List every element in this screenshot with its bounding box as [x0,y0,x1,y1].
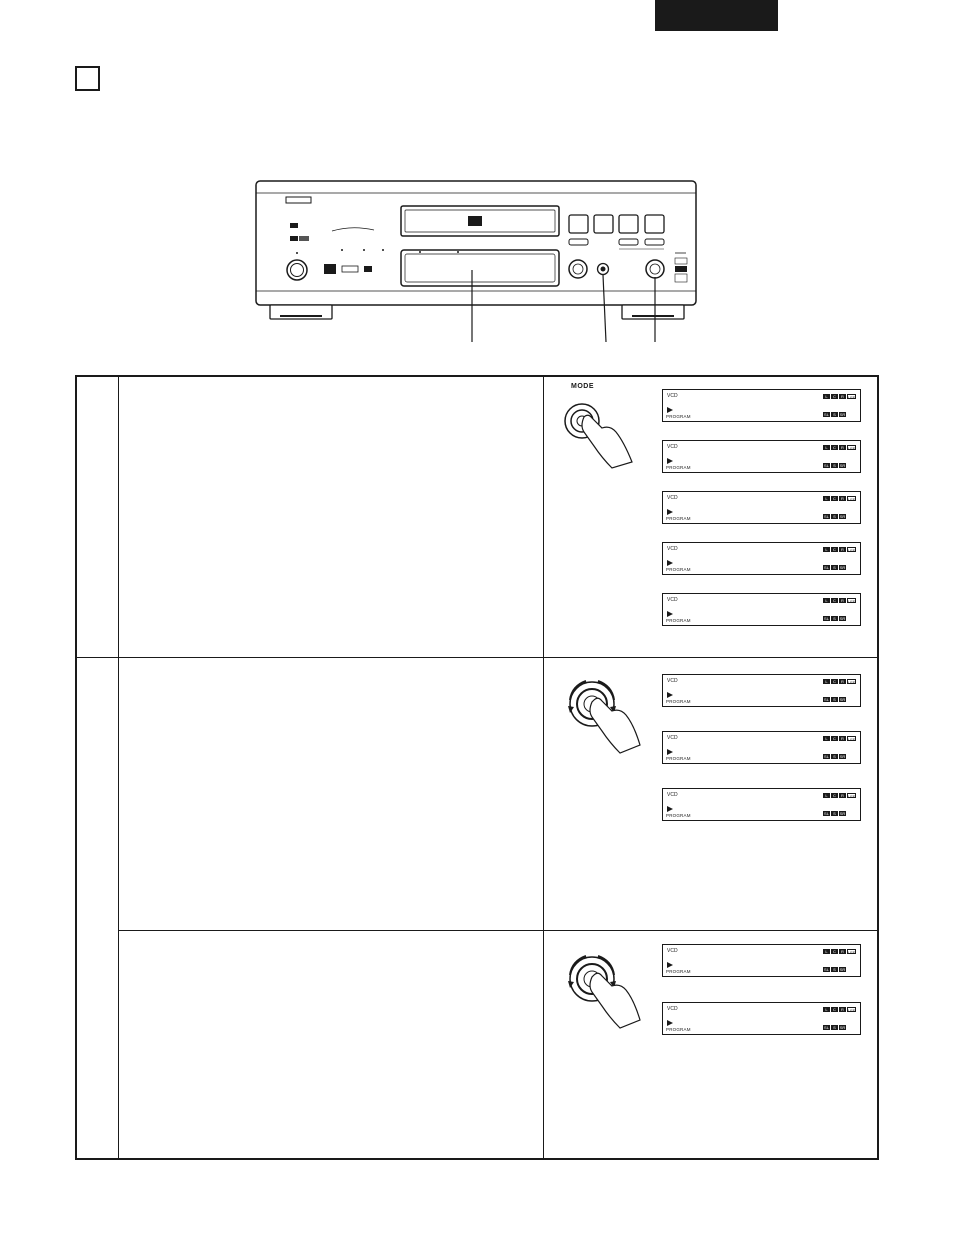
channel-indicators [823,598,859,634]
table-divider [543,375,544,1160]
play-indicator-icon [667,458,673,464]
display-status-label: PROGRAM [666,465,691,470]
channel-indicator: SR [839,463,846,468]
mode-button-press-icon [560,395,640,470]
channel-indicator: SL [824,967,829,972]
channel-indicator: SL [824,1025,829,1030]
channel-indicator: R [839,1007,846,1012]
channel-indicator: SL [824,697,829,702]
channel-indicator: L [823,679,830,684]
display-source-label: VCD [667,444,678,450]
display-status-label: PROGRAM [666,699,691,704]
fl-display-panel [662,491,861,524]
channel-indicator: C [831,793,838,798]
channel-indicator: S [831,811,838,816]
display-status-label: PROGRAM [666,516,691,521]
channel-indicator: C [831,547,838,552]
channel-indicator: R [839,547,846,552]
channel-indicator: S [831,565,838,570]
fl-display-panel [662,389,861,422]
rotate-knob-icon [558,945,643,1035]
channel-indicator: SL [824,565,829,570]
channel-indicators [823,496,859,532]
fl-display-panel [662,542,861,575]
display-status-label: PROGRAM [666,756,691,761]
channel-indicator: C [831,1007,838,1012]
channel-indicator: L [823,1007,830,1012]
channel-indicator: L [823,394,830,399]
play-indicator-icon [667,509,673,515]
channel-indicator: S [831,1025,838,1030]
channel-indicator: LFE [848,1008,856,1013]
channel-indicator: LFE [848,950,856,955]
channel-indicator: R [839,445,846,450]
language-tab [655,0,778,31]
play-indicator-icon [667,962,673,968]
fl-display-panel [662,788,861,821]
channel-indicator: S [831,616,838,621]
display-source-label: VCD [667,678,678,684]
channel-indicator: LFE [848,497,856,502]
channel-indicator: C [831,496,838,501]
play-indicator-icon [667,749,673,755]
channel-indicator: SR [839,811,846,816]
channel-indicator: LFE [848,548,856,553]
channel-indicator: C [831,598,838,603]
channel-indicator: LFE [848,680,856,685]
channel-indicator: L [823,445,830,450]
channel-indicator: C [831,445,838,450]
channel-indicator: L [823,547,830,552]
channel-indicator: R [839,394,846,399]
channel-indicator: S [831,412,838,417]
channel-indicator: SR [839,565,846,570]
dvd-player-illustration [250,178,702,348]
channel-indicator: SL [824,514,829,519]
table-divider [75,657,879,658]
channel-indicator: C [831,679,838,684]
channel-indicator: R [839,496,846,501]
channel-indicator: LFE [848,446,856,451]
channel-indicators [823,679,859,715]
channel-indicator: LFE [848,599,856,604]
channel-indicators [823,445,859,481]
display-status-label: PROGRAM [666,414,691,419]
channel-indicator: L [823,496,830,501]
fl-display-panel [662,593,861,626]
display-status-label: PROGRAM [666,618,691,623]
channel-indicator: S [831,514,838,519]
channel-indicator: L [823,736,830,741]
fl-display-panel [662,944,861,977]
channel-indicator: C [831,394,838,399]
play-indicator-icon [667,611,673,617]
channel-indicator: SR [839,967,846,972]
display-source-label: VCD [667,546,678,552]
fl-display-panel [662,1002,861,1035]
play-indicator-icon [667,1020,673,1026]
channel-indicator: SL [824,412,829,417]
channel-indicators [823,547,859,583]
play-indicator-icon [667,806,673,812]
channel-indicator: R [839,598,846,603]
display-source-label: VCD [667,735,678,741]
channel-indicator: S [831,754,838,759]
channel-indicator: S [831,463,838,468]
channel-indicator: SR [839,697,846,702]
table-divider [118,930,879,931]
channel-indicator: SL [824,463,829,468]
display-source-label: VCD [667,495,678,501]
channel-indicators [823,736,859,772]
channel-indicator: R [839,736,846,741]
channel-indicator: LFE [848,794,856,799]
display-source-label: VCD [667,1006,678,1012]
channel-indicators [823,1007,859,1043]
display-status-label: PROGRAM [666,1027,691,1032]
play-indicator-icon [667,407,673,413]
channel-indicator: S [831,697,838,702]
channel-indicator: L [823,949,830,954]
display-source-label: VCD [667,393,678,399]
channel-indicator: SL [824,616,829,621]
channel-indicator: SL [824,754,829,759]
display-source-label: VCD [667,948,678,954]
channel-indicator: R [839,949,846,954]
channel-indicator: C [831,949,838,954]
channel-indicator: LFE [848,737,856,742]
display-status-label: PROGRAM [666,969,691,974]
section-marker-box [75,66,100,91]
fl-display-panel [662,674,861,707]
channel-indicator: R [839,679,846,684]
rotate-knob-icon [558,670,643,760]
channel-indicator: SL [824,811,829,816]
channel-indicator: LFE [848,395,856,400]
channel-indicator: L [823,598,830,603]
channel-indicator: C [831,736,838,741]
channel-indicator: SR [839,514,846,519]
mode-button-caption: MODE [571,383,594,390]
channel-indicator: S [831,967,838,972]
channel-indicators [823,793,859,829]
channel-indicator: SR [839,1025,846,1030]
fl-display-panel [662,731,861,764]
fl-display-panel [662,440,861,473]
channel-indicator: SR [839,412,846,417]
display-status-label: PROGRAM [666,813,691,818]
display-source-label: VCD [667,792,678,798]
channel-indicator: SR [839,616,846,621]
play-indicator-icon [667,692,673,698]
display-status-label: PROGRAM [666,567,691,572]
channel-indicator: SR [839,754,846,759]
table-divider [118,375,119,1160]
play-indicator-icon [667,560,673,566]
channel-indicators [823,949,859,985]
channel-indicator: R [839,793,846,798]
channel-indicators [823,394,859,430]
display-source-label: VCD [667,597,678,603]
channel-indicator: L [823,793,830,798]
